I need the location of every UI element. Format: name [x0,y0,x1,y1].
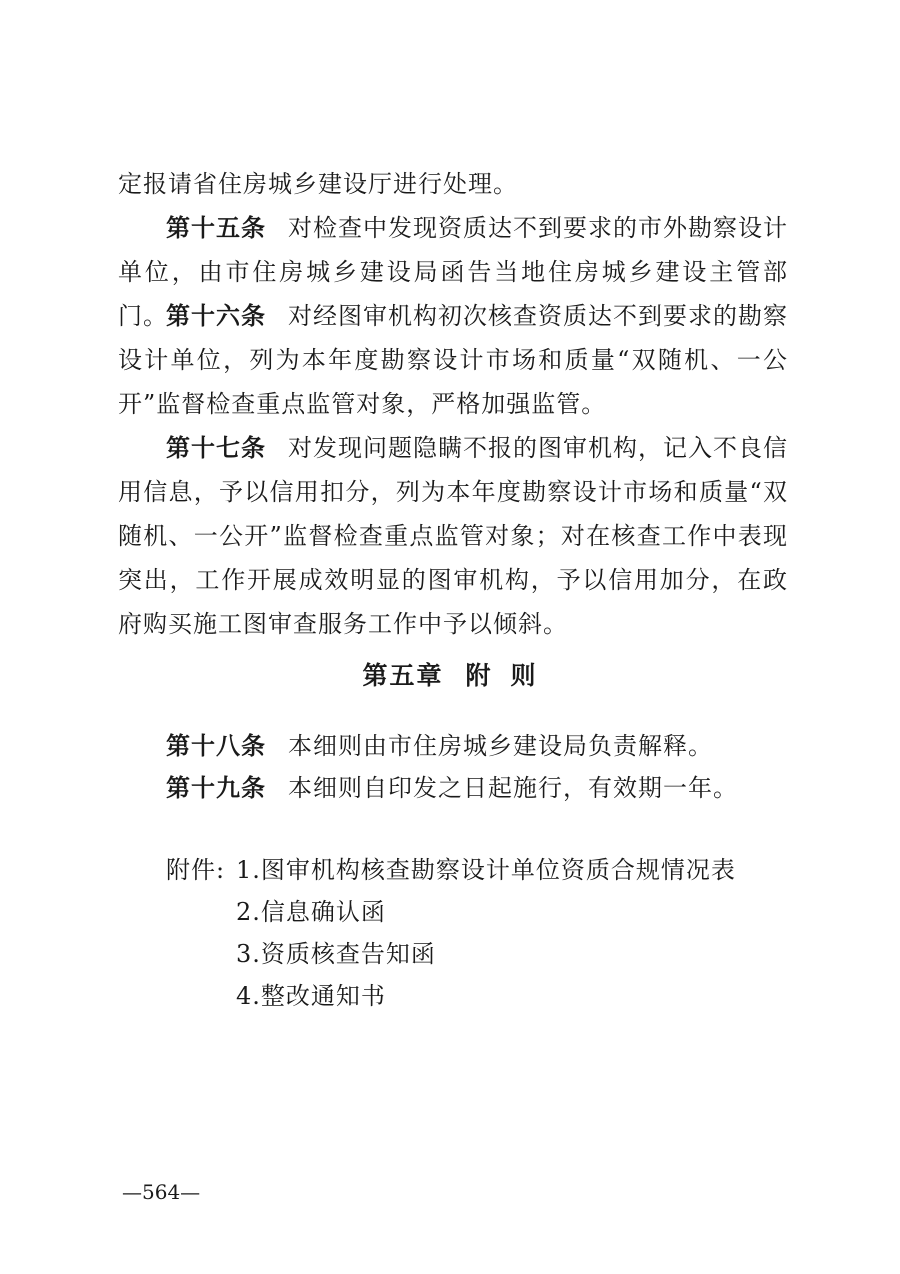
attachment-item-text: 4.整改通知书 [236,982,386,1010]
attachment-item [236,850,736,885]
article-16 [118,294,788,426]
article-label: 第十九条 [166,774,266,802]
continuation-text: 定报请省住房城乡建设厅进行处理。 [118,170,518,198]
article-text: 对经图审机构初次核查资质达不到要求的勘察设计单位，列为本年度勘察设计市场和质量“双随机、一公开”监督检查重点监管对象，严格加强监管。 [118,302,788,418]
article-text: 对发现问题隐瞒不报的图审机构，记入不良信用信息，予以信用扣分，列为本年度勘察设计市场和质量“双随机、一公开”监督检查重点监管对象；对在核查工作中表现突出，工作开展成效明显的图审机构，予以信用加分，在政府购买施工图审查服务工作中予以倾斜。 [118,434,788,638]
article-18 [166,726,713,761]
article-19 [166,768,738,803]
attachment-item [236,934,436,969]
article-text: 本细则自印发之日起施行，有效期一年。 [288,774,738,802]
chapter-title-part: 则 [510,661,538,690]
article-label: 第十七条 [166,434,266,462]
article-17 [118,426,788,646]
article-label: 第十五条 [166,214,266,242]
chapter-number: 第五章 [362,661,444,690]
attachment-item-text: 3.资质核查告知函 [236,940,436,968]
attachment-item-text: 1.图审机构核查勘察设计单位资质合规情况表 [236,856,736,884]
chapter-title-part: 附 [465,661,493,690]
continuation-paragraph [118,162,788,206]
attachment-label: 附件: [166,856,226,884]
attachment-item [236,892,386,927]
attachment-item [236,976,386,1011]
attachment-item-text: 2.信息确认函 [236,898,386,926]
page-number: —564— [122,1180,201,1204]
attachment-line-1 [166,850,225,885]
chapter-heading [0,656,900,692]
article-label: 第十八条 [166,732,266,760]
article-label: 第十六条 [166,302,266,330]
article-text: 本细则由市住房城乡建设局负责解释。 [288,732,713,760]
article-text: 对检查中发现资质达不到要求的市外勘察设计单位，由市住房城乡建设局函告当地住房城乡建设主管部门。 [118,214,788,330]
